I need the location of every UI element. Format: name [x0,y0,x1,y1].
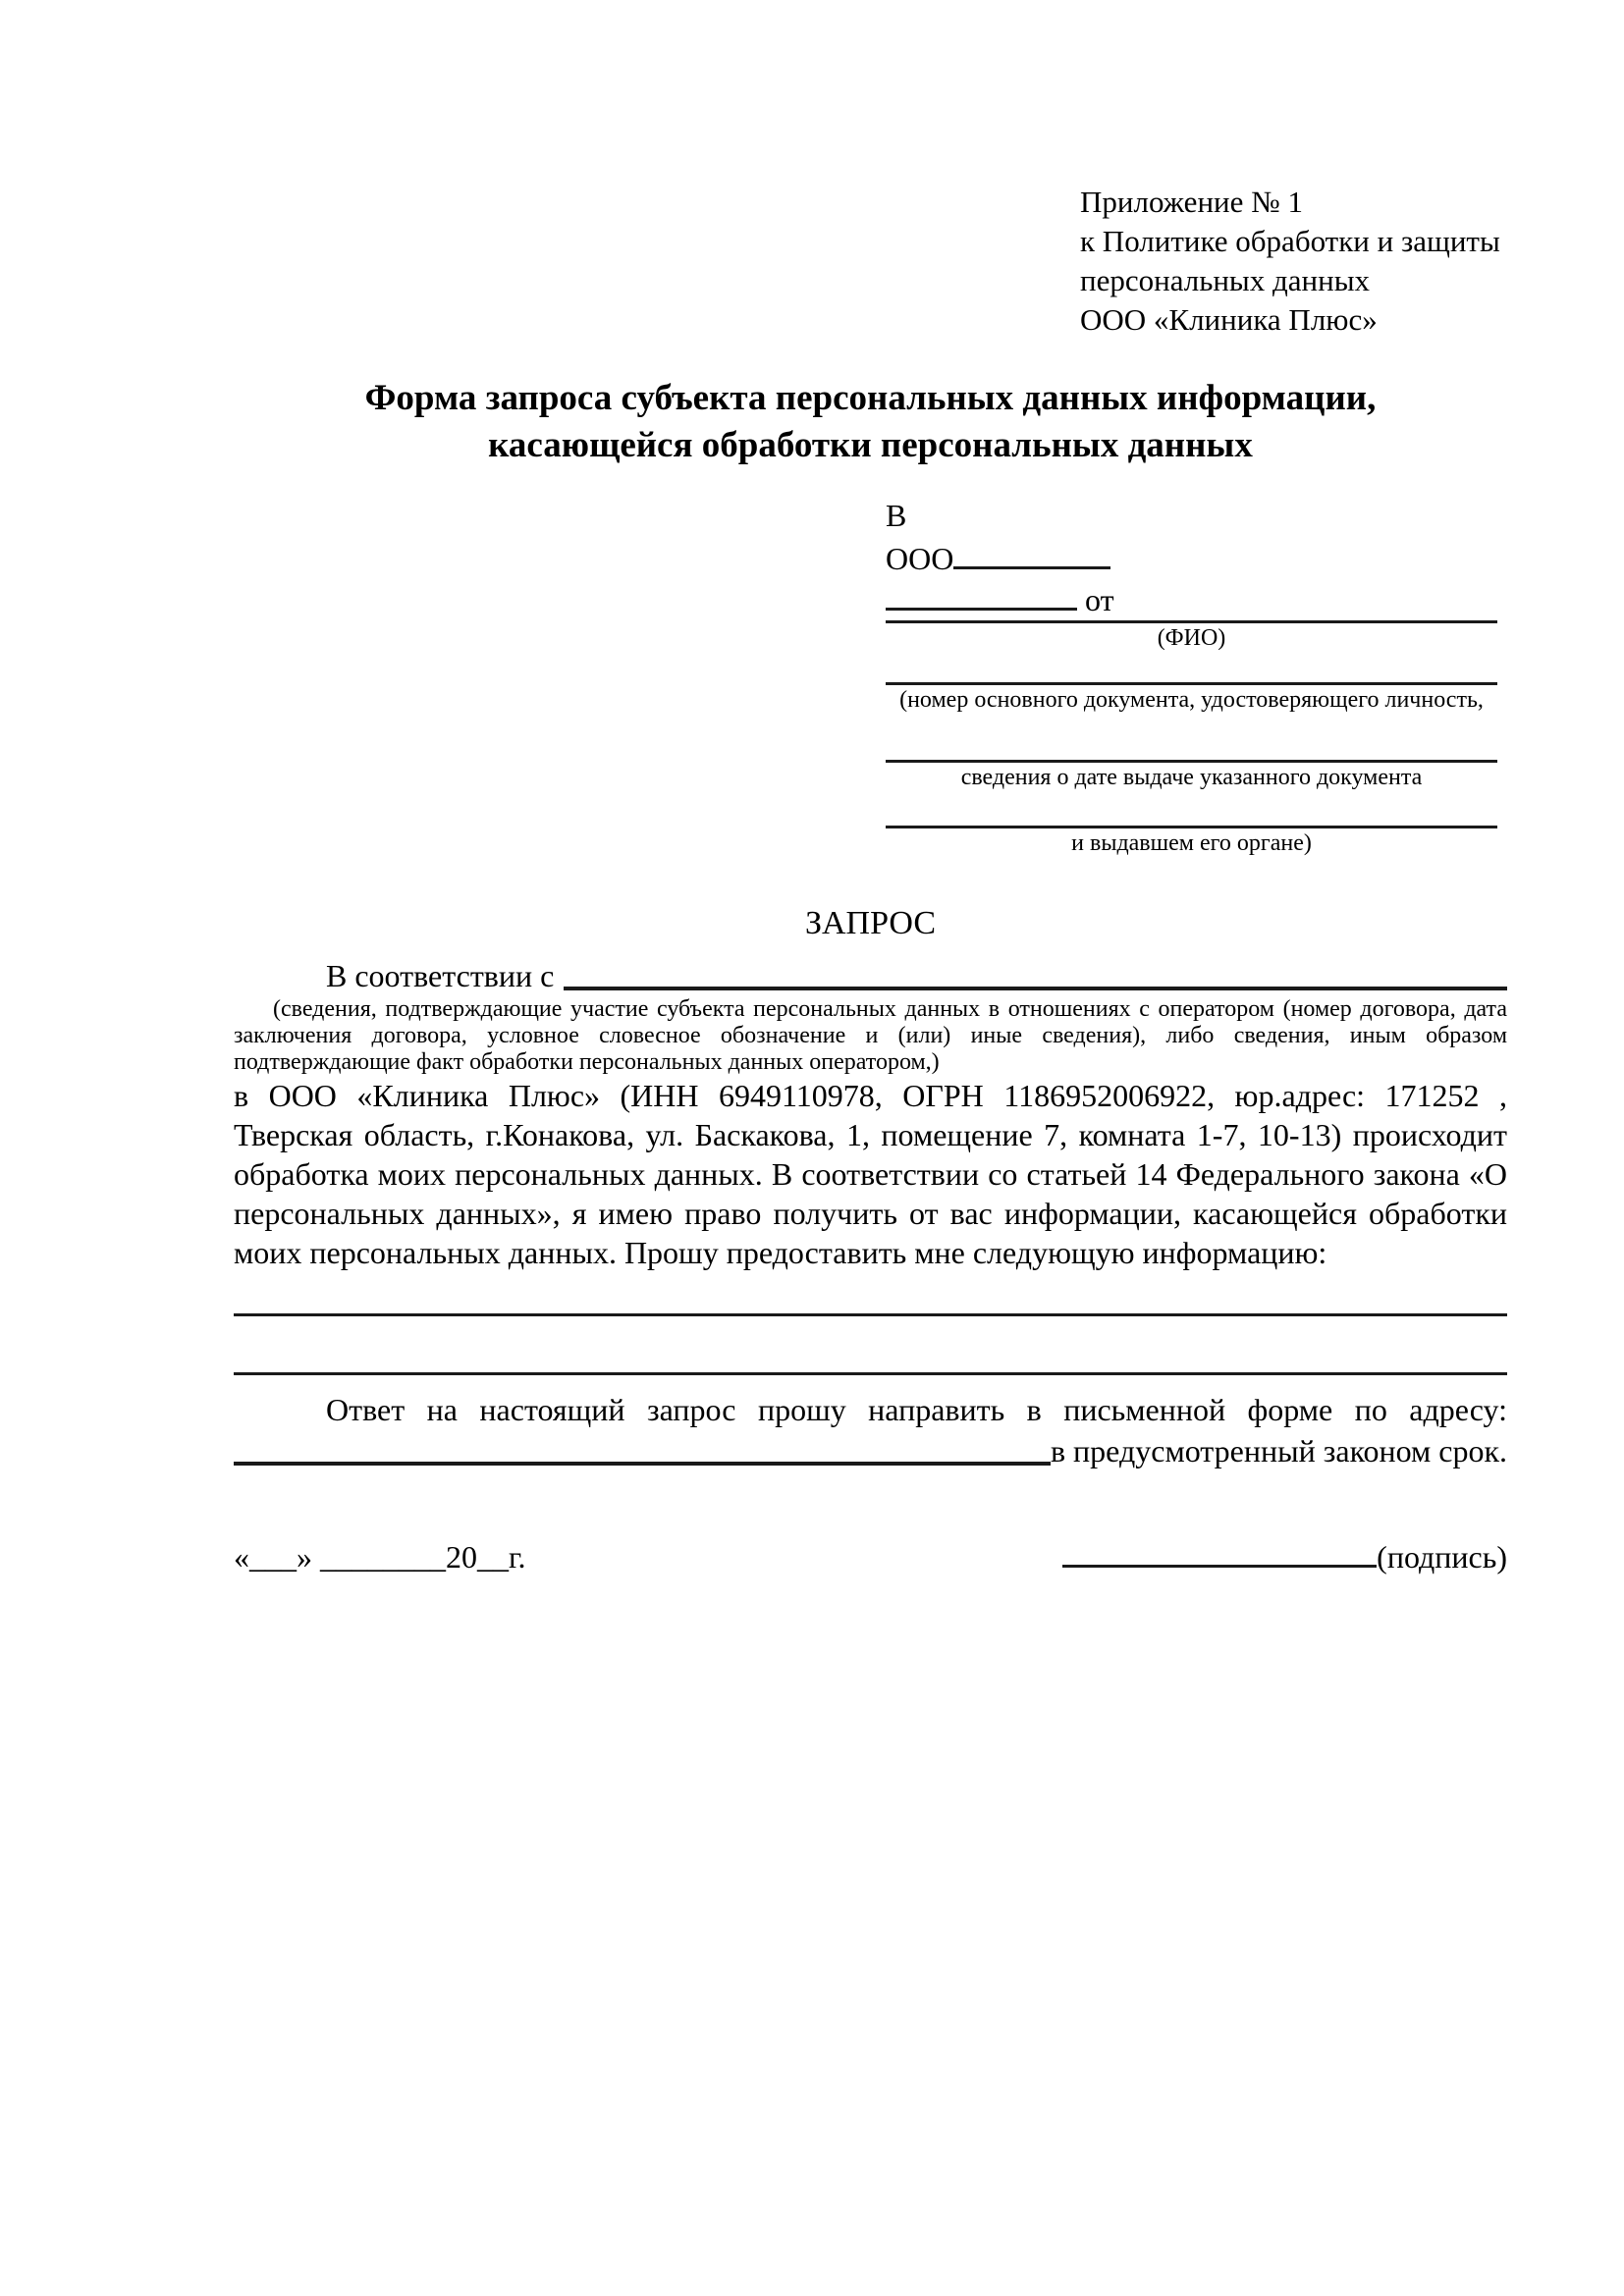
response-suffix: в предусмотренный законом срок. [1050,1433,1507,1468]
response-paragraph: Ответ на настоящий запрос прошу направить в письменной форме по адресу: [326,1392,1507,1427]
from-label: от [1085,582,1114,617]
issue-date-caption: сведения о дате выдаче указанного документа [960,765,1423,790]
org-label: ООО [886,541,954,576]
paragraph-indent [234,955,326,996]
info-blank-line-1 [234,1292,1507,1316]
document-number-caption: (номер основного документа, удостоверяющего личность, [899,687,1484,713]
footer-row [234,1536,1507,1577]
accordance-prefix: В соответствии с [326,958,555,993]
appendix-header-line: к Политике обработки и защиты [1080,224,1500,258]
from-name-blank [886,606,1077,611]
date-line: «___» ________20__г. [234,1539,526,1575]
request-heading: ЗАПРОС [804,905,937,941]
form-title [234,375,1507,469]
fio-caption: (ФИО) [1157,625,1226,651]
accordance-blank-line [564,955,1507,990]
from-row [886,579,1497,620]
appendix-header-line: ООО «Клиника Плюс» [1080,302,1378,337]
address-blank-line [234,1430,1051,1466]
form-title-line-2: касающейся обработки персональных данных [488,425,1253,465]
request-body-paragraph: в ООО «Клиника Плюс» (ИНН 6949110978, ОГРН 1186952006922, юр.адрес: 171252 , Тверская область, г.Конакова, ул. Баскакова, 1, помещение 7, комната 1-7, 10-13) происходит обработка моих персональных данных. В соответствии со статьей 14 Федерального закона «О персональных данных», я имею право получить от вас информации, касающейся обработки моих персональных данных. Прошу предоставить мне следующую информацию: [234,1078,1507,1270]
address-row [234,1430,1507,1471]
form-title-line-1: Форма запроса субъекта персональных данных информации, [364,378,1377,418]
org-name-blank [953,564,1110,569]
addressee-block [886,494,1497,859]
accordance-row [234,955,1507,996]
signature-group [1062,1536,1507,1577]
signature-caption: (подпись) [1377,1539,1507,1575]
org-row [886,538,1497,579]
document-content [234,0,1507,1577]
info-blank-line-2 [234,1316,1507,1375]
to-label: В [886,498,907,533]
appendix-header-line: Приложение № 1 [1080,185,1303,219]
appendix-header-line: персональных данных [1080,263,1371,297]
appendix-header [1080,183,1507,340]
issuing-authority-caption: и выдавшем его органе) [1071,830,1312,856]
accordance-note: (сведения, подтверждающие участие субъекта персональных данных в отношениях с оператором (номер договора, дата заключения договора, условное словесное обозначение и (или) иные сведения), либо сведения, иным образом подтверждающие факт обработки персональных данных оператором,) [234,996,1507,1075]
signature-blank-line [1062,1563,1377,1568]
